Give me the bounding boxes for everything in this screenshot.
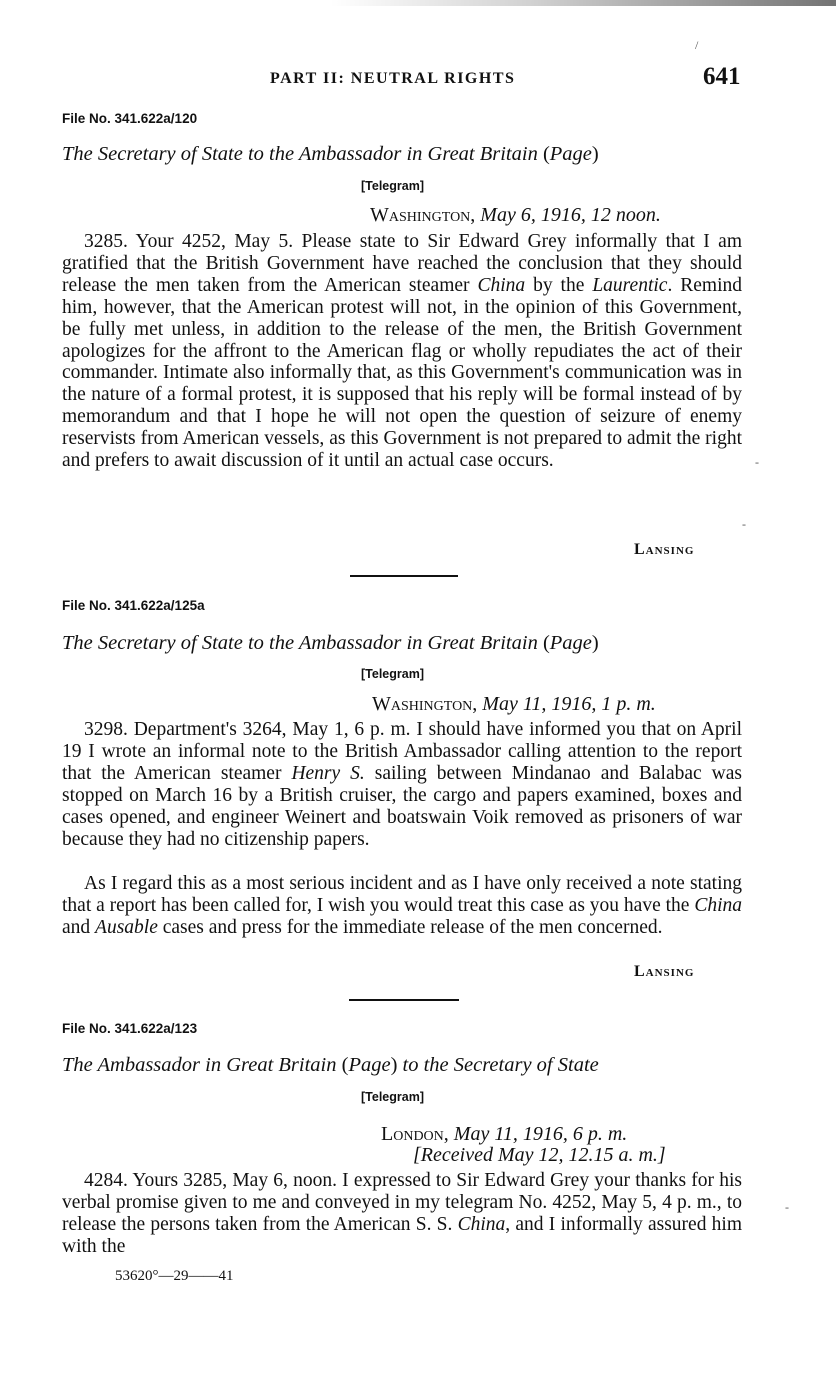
dateline-1: Washington, May 6, 1916, 12 noon. bbox=[370, 204, 661, 226]
stray-mark: - bbox=[742, 517, 746, 531]
document-title-2: The Secretary of State to the Ambassador in Great Britain (Page) bbox=[62, 632, 599, 654]
scan-edge-artifact bbox=[330, 0, 836, 6]
document-title-1: The Secretary of State to the Ambassador in Great Britain (Page) bbox=[62, 143, 599, 165]
body-paragraph-3: As I regard this as a most serious incident and as I have only received a note stating that a report has been called for, I wish you would treat this case as you have the China and Ausable cases and press for the immediate release of the men concerned. bbox=[62, 873, 742, 938]
page-number: 641 bbox=[703, 63, 741, 90]
file-number-3: File No. 341.622a/123 bbox=[62, 1021, 198, 1036]
stray-mark: - bbox=[755, 455, 759, 469]
printer-signature-line: 53620°—29——41 bbox=[115, 1268, 234, 1284]
dateline-2: Washington, May 11, 1916, 1 p. m. bbox=[372, 693, 656, 715]
dateline-3: London, May 11, 1916, 6 p. m. bbox=[381, 1123, 628, 1145]
received-line: [Received May 12, 12.15 a. m.] bbox=[413, 1144, 666, 1166]
signature-1: Lansing bbox=[634, 541, 695, 558]
section-divider-2 bbox=[349, 999, 459, 1001]
file-number-2: File No. 341.622a/125a bbox=[62, 598, 205, 613]
file-number-1: File No. 341.622a/120 bbox=[62, 111, 198, 126]
running-head: PART II: NEUTRAL RIGHTS bbox=[270, 70, 516, 87]
document-title-3: The Ambassador in Great Britain (Page) to the Secretary of State bbox=[62, 1054, 599, 1076]
body-paragraph-4: 4284. Yours 3285, May 6, noon. I expressed to Sir Edward Grey your thanks for his verbal promise given to me and conveyed in my telegram No. 4252, May 5, 4 p. m., to release the persons taken from the American S. S. China, and I informally assured him with the bbox=[62, 1170, 742, 1257]
stray-mark: / bbox=[695, 38, 699, 52]
body-paragraph-2: 3298. Department's 3264, May 1, 6 p. m. I should have informed you that on April 19 I wrote an informal note to the British Ambassador calling attention to the report that the American steamer Henry S. sailing between Mindanao and Balabac was stopped on March 16 by a British cruiser, the cargo and papers examined, boxes and cases opened, and engineer Weinert and boatswain Voik removed as prisoners of war because they had no citizenship papers. bbox=[62, 719, 742, 850]
signature-2: Lansing bbox=[634, 963, 695, 980]
section-divider-1 bbox=[350, 575, 458, 577]
telegram-tag-3: [Telegram] bbox=[361, 1090, 424, 1104]
telegram-tag-2: [Telegram] bbox=[361, 667, 424, 681]
body-paragraph-1: 3285. Your 4252, May 5. Please state to Sir Edward Grey informally that I am gratified that the British Government have reached the conclusion that they should release the men taken from the American steamer China by the Laurentic. Remind him, however, that the American protest will not, in the opinion of this Government, be fully met unless, in addition to the release of the men, the British Government apologizes for the affront to the American flag or wholly repudiates the act of their commander. Intimate also informally that, as this Government's communication was in the nature of a formal protest, it is supposed that his reply will be formal instead of by memorandum and that I hope he will not open the question of seizure of enemy reservists from American vessels, as this Government is not prepared to admit the right and prefers to await discussion of it until an actual case occurs. bbox=[62, 231, 743, 472]
stray-mark: - bbox=[785, 1200, 789, 1214]
telegram-tag-1: [Telegram] bbox=[361, 179, 424, 193]
